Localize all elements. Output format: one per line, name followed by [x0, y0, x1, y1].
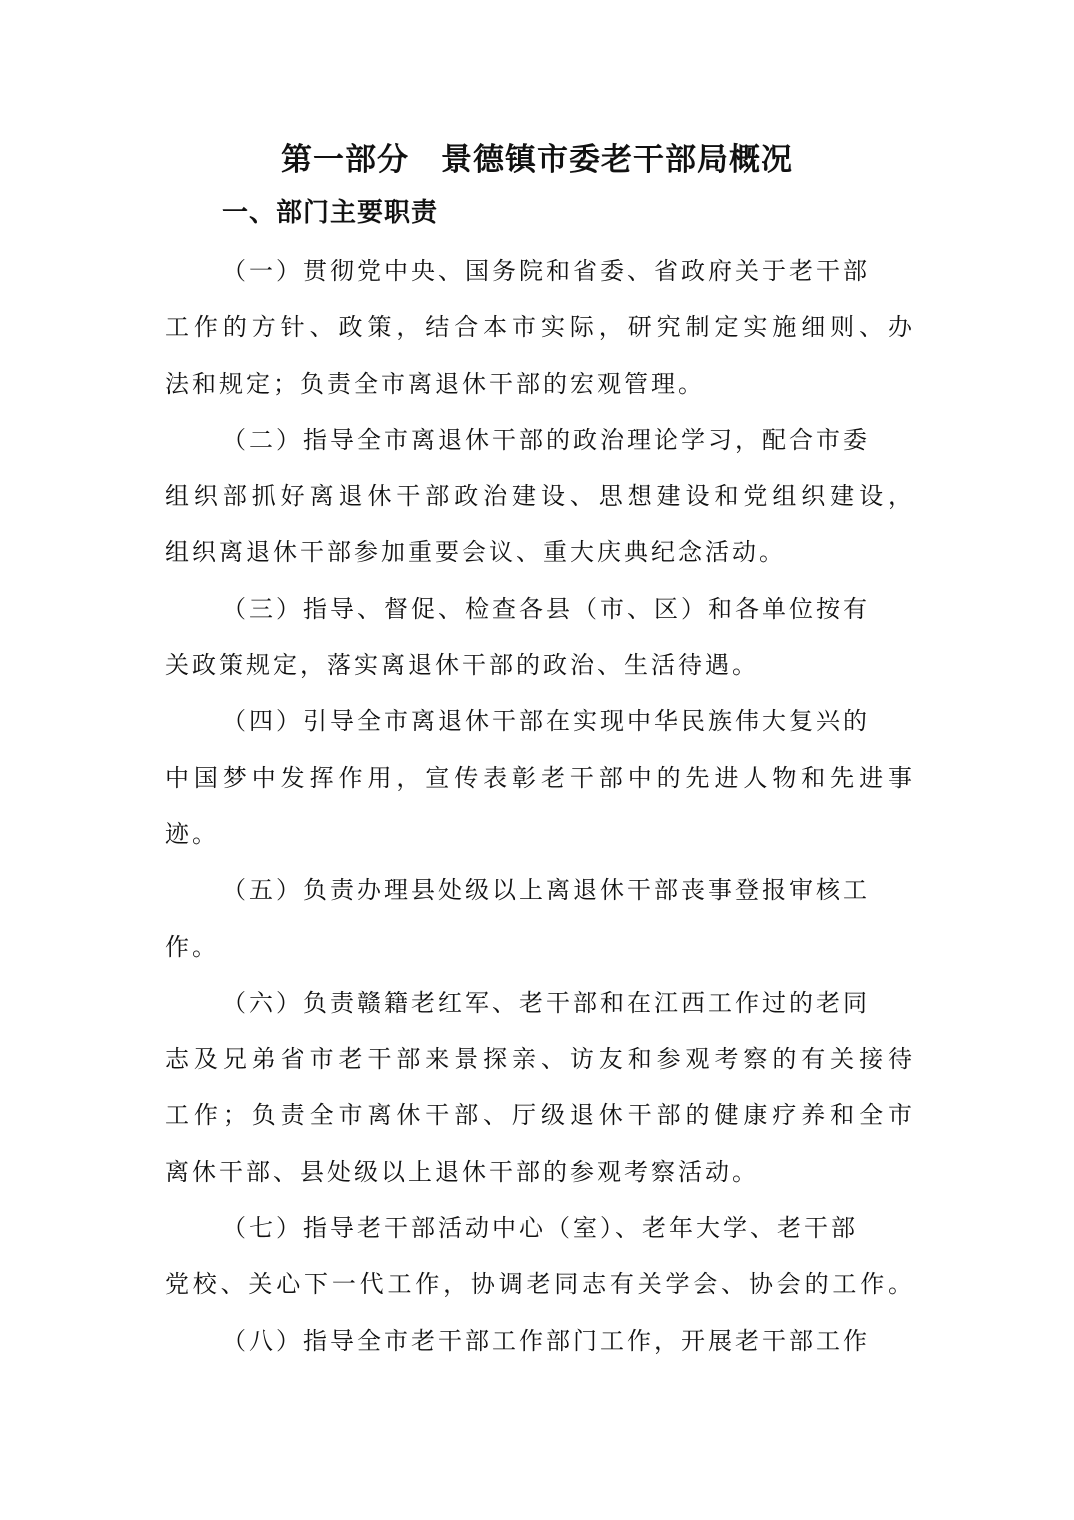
- paragraph-line: 离休干部、县处级以上退休干部的参观考察活动。: [165, 1157, 759, 1186]
- paragraph-line: 迹。: [165, 819, 219, 848]
- paragraph-line: （三）指导、督促、检查各县（市、区）和各单位按有: [222, 594, 870, 623]
- paragraph-line: （七）指导老干部活动中心（室）、老年大学、老干部: [222, 1214, 858, 1243]
- paragraph-line: 工作的方针、政策，结合本市实际，研究制定实施细则、办: [165, 313, 912, 342]
- paragraph-line: （六）负责赣籍老红军、老干部和在江西工作过的老同: [222, 988, 870, 1017]
- paragraph-line: （一）贯彻党中央、国务院和省委、省政府关于老干部: [222, 257, 870, 285]
- paragraph-line: （五）负责办理县处级以上离退休干部丧事登报审核工: [222, 876, 870, 905]
- paragraph-line: （二）指导全市离退休干部的政治理论学习，配合市委: [222, 425, 870, 454]
- document-body: [165, 243, 912, 1369]
- paragraph-line: （四）引导全市离退休干部在实现中华民族伟大复兴的: [222, 707, 870, 736]
- paragraph-line: 中国梦中发挥作用，宣传表彰老干部中的先进人物和先进事: [165, 763, 912, 792]
- paragraph-line: 关政策规定，落实离退休干部的政治、生活待遇。: [165, 651, 759, 680]
- paragraph-line: 组织部抓好离退休干部政治建设、思想建设和党组织建设，: [165, 482, 912, 511]
- paragraph-line: 志及兄弟省市老干部来景探亲、访友和参观考察的有关接待: [165, 1045, 912, 1074]
- paragraph-line: 工作；负责全市离休干部、厅级退休干部的健康疗养和全市: [165, 1101, 912, 1130]
- paragraph-line: 作。: [165, 932, 219, 961]
- page-title: 第一部分 景德镇市委老干部局概况: [281, 142, 793, 178]
- paragraph-line: 党校、关心下一代工作，协调老同志有关学会、协会的工作。: [165, 1270, 912, 1299]
- paragraph-line: 组织离退休干部参加重要会议、重大庆典纪念活动。: [165, 538, 786, 567]
- paragraph-line: 法和规定；负责全市离退休干部的宏观管理。: [165, 369, 705, 398]
- section-heading: 一、部门主要职责: [222, 198, 439, 228]
- paragraph-line: （八）指导全市老干部工作部门工作，开展老干部工作: [222, 1326, 870, 1355]
